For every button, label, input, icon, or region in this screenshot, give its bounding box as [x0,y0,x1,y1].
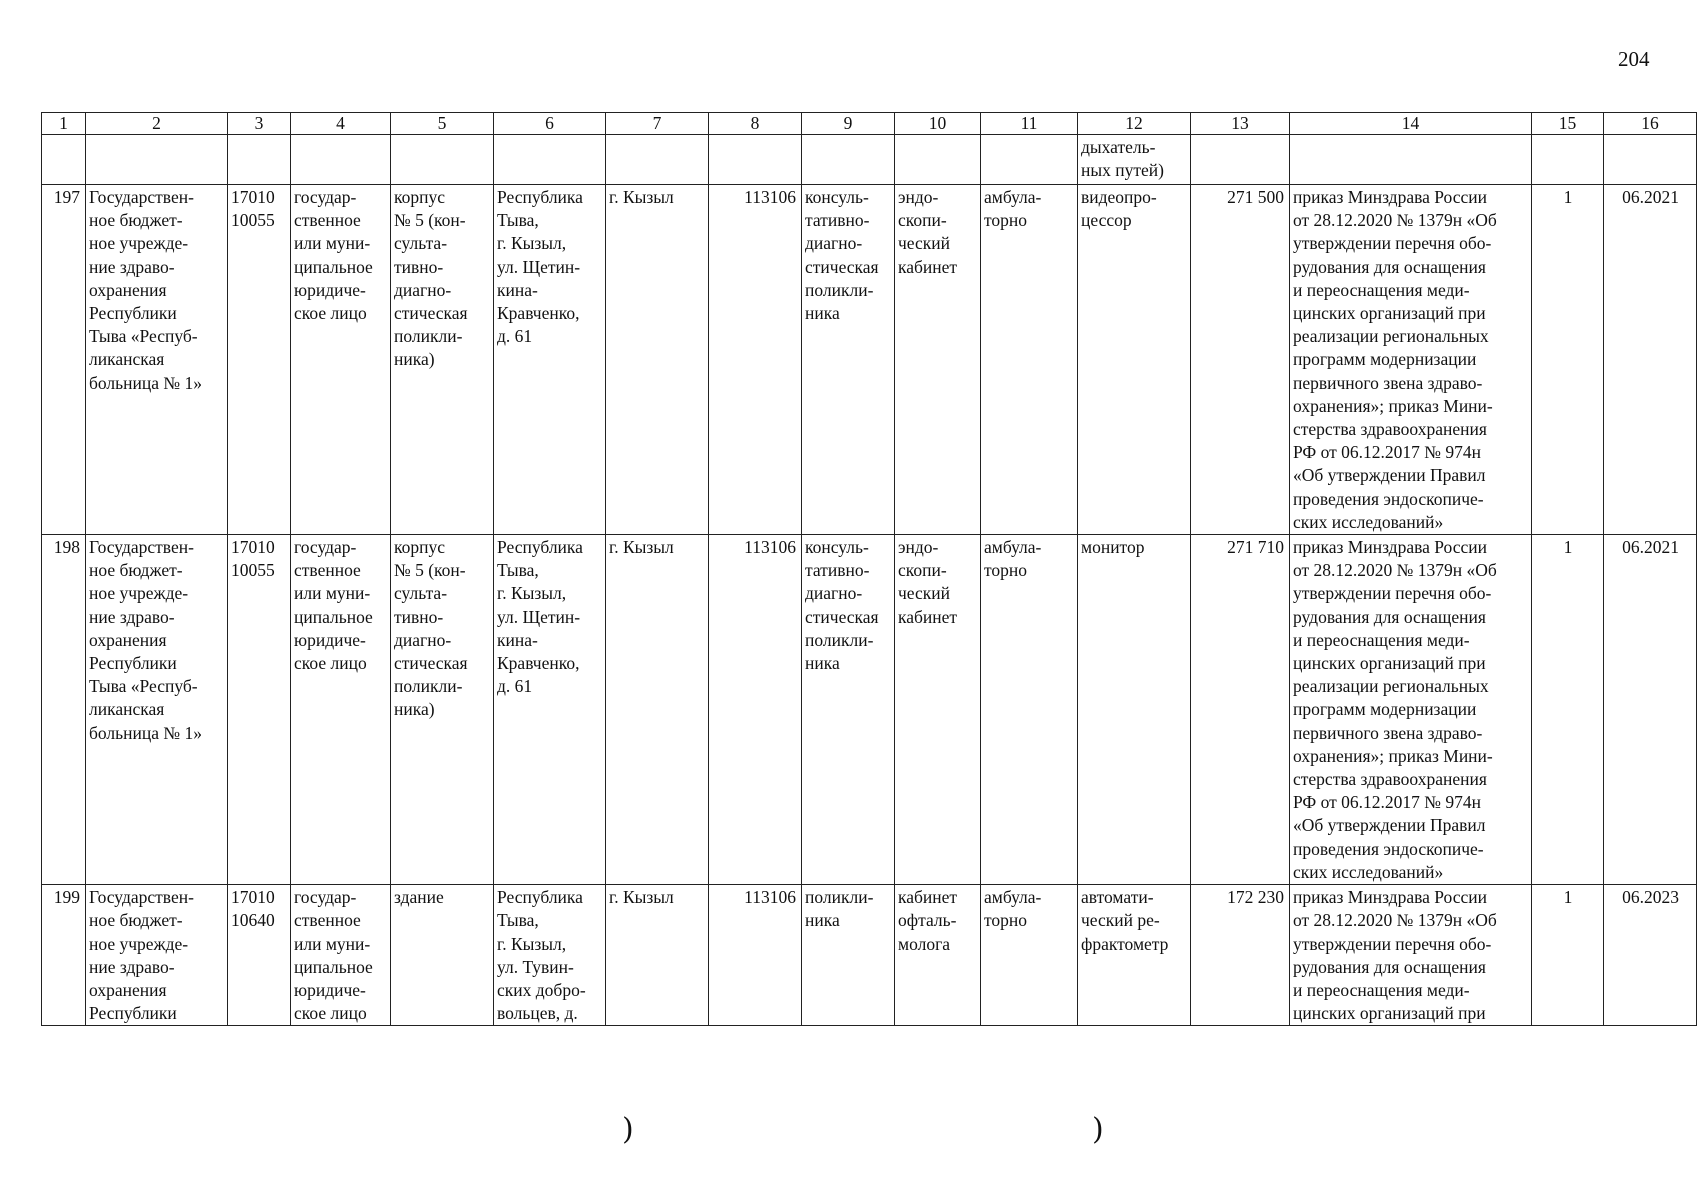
column-number: 8 [709,113,802,135]
equipment: автомати- ческий ре- фрактометр [1078,885,1191,1026]
table-row [42,535,1697,885]
column-number: 9 [802,113,895,135]
equipment-code: 271 500 [1191,185,1290,535]
address: Республика Тыва, г. Кызыл, ул. Щетин- кина- Кравченко, д. 61 [494,185,606,535]
date: 06.2023 [1604,885,1697,1026]
column-number: 4 [291,113,391,135]
legal-basis: приказ Минздрава России от 28.12.2020 № 1379н «Об утверждении перечня обо- рудования для оснащения и переоснащения меди- цинских организаций при реализации региональных программ модернизации первичного звена здраво- охранения»; приказ Мини- стерства здравоохранения РФ от 06.12.2017 № 974н «Об утверждении Правил проведения эндоскопиче- ских исследований» [1290,185,1532,535]
organization-name: Государствен- ное бюджет- ное учрежде- ние здраво- охранения Республики Тыва «Респуб- ликанская больница № 1» [86,185,228,535]
building: здание [391,885,494,1026]
city: г. Кызыл [606,885,709,1026]
quantity: 1 [1532,885,1604,1026]
equipment: видеопро- цессор [1078,185,1191,535]
continuation-text: дыхатель- ных путей) [1078,135,1191,185]
column-number: 13 [1191,113,1290,135]
care-condition: амбула- торно [981,535,1078,885]
quantity: 1 [1532,185,1604,535]
column-number: 7 [606,113,709,135]
equipment: монитор [1078,535,1191,885]
code: 113106 [709,185,802,535]
row-number: 199 [42,885,86,1026]
equipment-code: 271 710 [1191,535,1290,885]
organization-name: Государствен- ное бюджет- ное учрежде- ние здраво- охранения Республики [86,885,228,1026]
column-number-row [42,113,1697,135]
code: 113106 [709,885,802,1026]
subdivision: консуль- тативно- диагно- стическая поликли- ника [802,185,895,535]
column-number: 10 [895,113,981,135]
building: корпус № 5 (кон- сульта- тивно- диагно- стическая поликли- ника) [391,185,494,535]
column-number: 6 [494,113,606,135]
organization-type: государ- ственное или муни- ципальное юридиче- ское лицо [291,535,391,885]
date: 06.2021 [1604,185,1697,535]
subdivision: консуль- тативно- диагно- стическая поликли- ника [802,535,895,885]
organization-code: 17010 10055 [228,535,291,885]
address: Республика Тыва, г. Кызыл, ул. Тувин- ских добро- вольцев, д. [494,885,606,1026]
column-number: 12 [1078,113,1191,135]
column-number: 16 [1604,113,1697,135]
city: г. Кызыл [606,185,709,535]
scan-mark: ) [622,1112,634,1147]
subdivision: поликли- ника [802,885,895,1026]
code: 113106 [709,535,802,885]
column-number: 14 [1290,113,1532,135]
care-condition: амбула- торно [981,185,1078,535]
column-number: 3 [228,113,291,135]
column-number: 5 [391,113,494,135]
organization-name: Государствен- ное бюджет- ное учрежде- ние здраво- охранения Республики Тыва «Респуб- ликанская больница № 1» [86,535,228,885]
continuation-row [42,135,1697,185]
room: эндо- скопи- ческий кабинет [895,185,981,535]
row-number: 197 [42,185,86,535]
building: корпус № 5 (кон- сульта- тивно- диагно- стическая поликли- ника) [391,535,494,885]
care-condition: амбула- торно [981,885,1078,1026]
column-number: 2 [86,113,228,135]
city: г. Кызыл [606,535,709,885]
organization-code: 17010 10640 [228,885,291,1026]
organization-type: государ- ственное или муни- ципальное юридиче- ское лицо [291,185,391,535]
row-number: 198 [42,535,86,885]
column-number: 15 [1532,113,1604,135]
column-number: 1 [42,113,86,135]
column-number: 11 [981,113,1078,135]
table-row [42,885,1697,1026]
equipment-table [41,112,1697,1026]
organization-code: 17010 10055 [228,185,291,535]
room: кабинет офталь- молога [895,885,981,1026]
quantity: 1 [1532,535,1604,885]
organization-type: государ- ственное или муни- ципальное юридиче- ское лицо [291,885,391,1026]
equipment-code: 172 230 [1191,885,1290,1026]
address: Республика Тыва, г. Кызыл, ул. Щетин- кина- Кравченко, д. 61 [494,535,606,885]
date: 06.2021 [1604,535,1697,885]
room: эндо- скопи- ческий кабинет [895,535,981,885]
page-number: 204 [1618,47,1650,71]
legal-basis: приказ Минздрава России от 28.12.2020 № 1379н «Об утверждении перечня обо- рудования для оснащения и переоснащения меди- цинских организаций при [1290,885,1532,1026]
legal-basis: приказ Минздрава России от 28.12.2020 № 1379н «Об утверждении перечня обо- рудования для оснащения и переоснащения меди- цинских организаций при реализации региональных программ модернизации первичного звена здраво- охранения»; приказ Мини- стерства здравоохранения РФ от 06.12.2017 № 974н «Об утверждении Правил проведения эндоскопиче- ских исследований» [1290,535,1532,885]
scan-mark: ) [1092,1112,1104,1147]
table-row [42,185,1697,535]
